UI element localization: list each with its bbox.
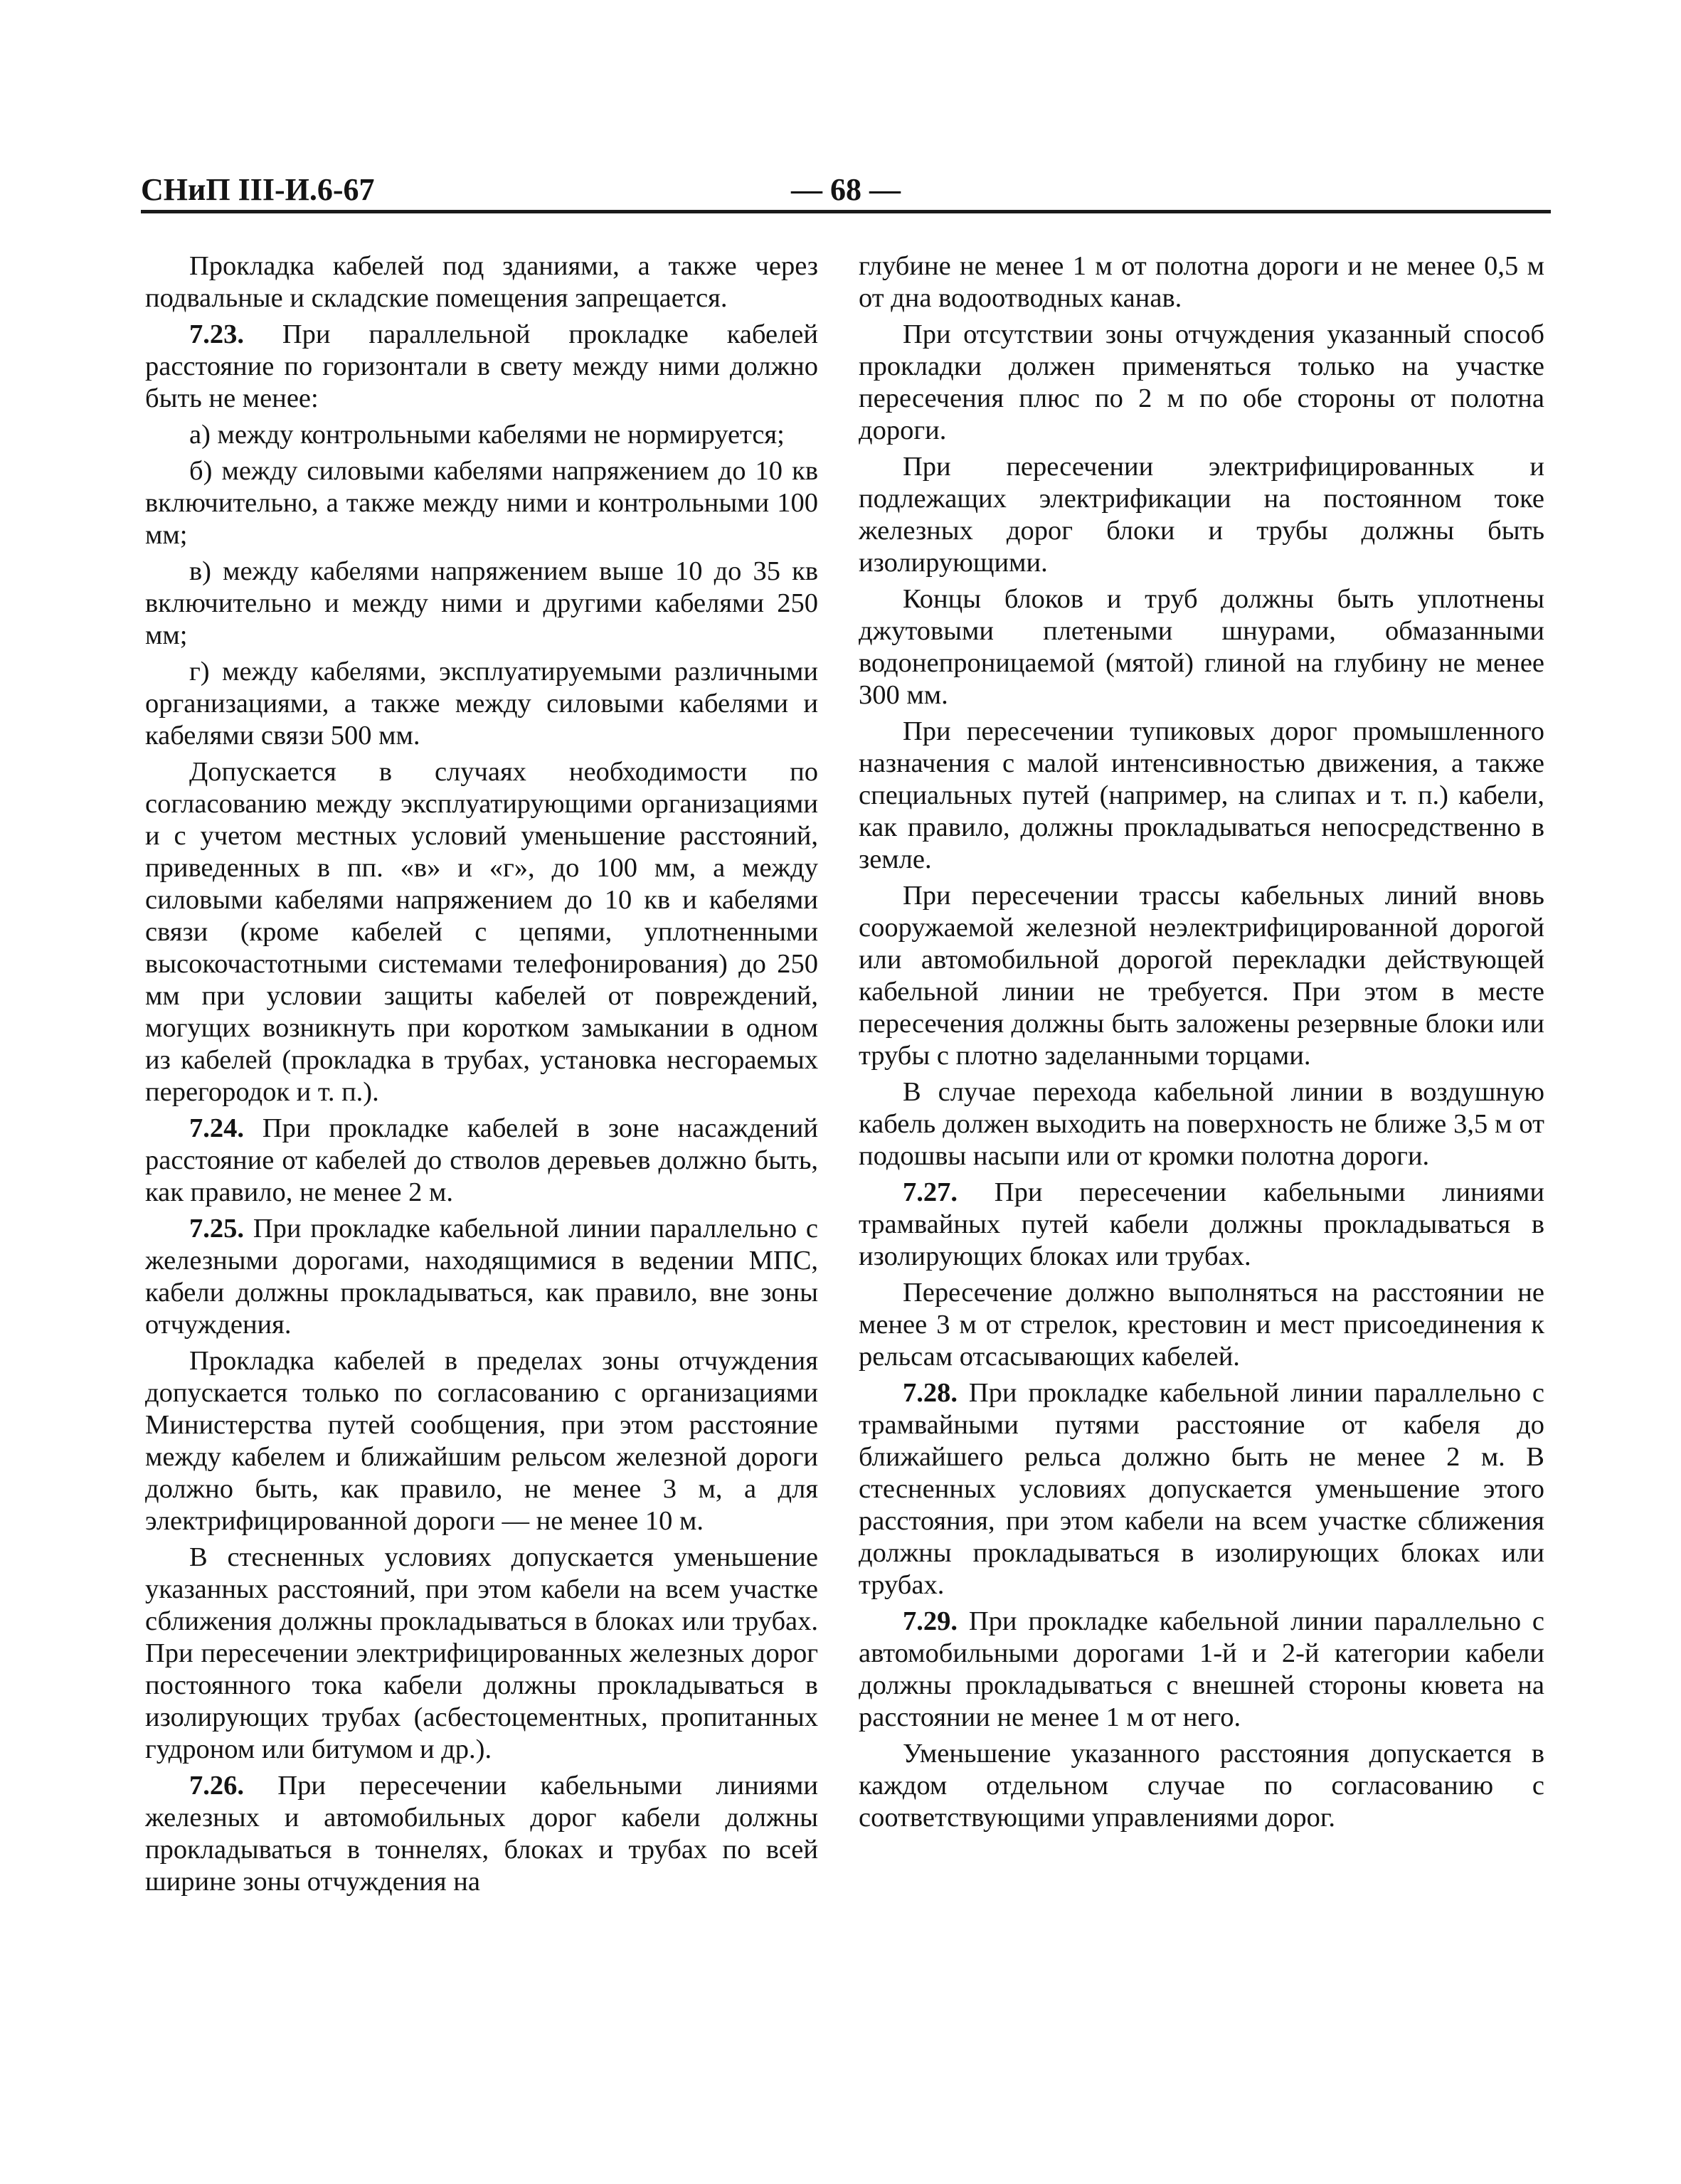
- paragraph: [145, 656, 818, 752]
- clause-number: 7.27.: [903, 1177, 958, 1207]
- clause-number: 7.26.: [189, 1771, 244, 1801]
- paragraph: [859, 1177, 1544, 1273]
- paragraph: [145, 1113, 818, 1209]
- paragraph: [145, 756, 818, 1108]
- paragraph: [859, 250, 1544, 314]
- paragraph: [859, 319, 1544, 447]
- paragraph-text: При пересечении тупиковых дорог промышленного назначения с малой интенсивностью движения, а также специальных путей (например, на слипах и т. п.) кабели, как правило, должны прокладываться непосредственно в земле.: [859, 716, 1544, 874]
- paragraph: [859, 451, 1544, 579]
- paragraph-text: При прокладке кабелей в зоне насаждений расстояние от кабелей до стволов деревьев должно быть, как правило, не менее 2 м.: [145, 1113, 818, 1207]
- paragraph-text: При пересечении кабельными линиями трамвайных путей кабели должны прокладываться в изолирующих блоках или трубах.: [859, 1177, 1544, 1271]
- left-column: [145, 250, 818, 1902]
- paragraph-text: Концы блоков и труб должны быть уплотнены джутовыми плетеными шнурами, обмазанными водонепроницаемой (мятой) глиной на глубину не менее 300 мм.: [859, 584, 1544, 710]
- clause-number: 7.25.: [189, 1214, 244, 1244]
- paragraph-text: Пересечение должно выполняться на расстоянии не менее 3 м от стрелок, крестовин и мест присоединения к рельсам отсасывающих кабелей.: [859, 1278, 1544, 1372]
- paragraph-text: б) между силовыми кабелями напряжением до 10 кв включительно, а также между ними и контрольными 100 мм;: [145, 456, 818, 550]
- paragraph-text: При пересечении электрифицированных и подлежащих электрификации на постоянном токе железных дорог блоки и трубы должны быть изолирующими.: [859, 452, 1544, 578]
- paragraph: [859, 880, 1544, 1072]
- paragraph-text: глубине не менее 1 м от полотна дороги и не менее 0,5 м от дна водоотводных канав.: [859, 251, 1544, 313]
- paragraph-text: Прокладка кабелей в пределах зоны отчуждения допускается только по согласованию с организациями Министерства путей сообщения, при этом расстояние между кабелем и ближайшим рельсом железной дороги должно быть, как правило, не менее 3 м, а для электрифицированной дороги — не менее 10 м.: [145, 1346, 818, 1536]
- paragraph: [145, 419, 818, 451]
- paragraph: [145, 1345, 818, 1537]
- paragraph: [859, 1076, 1544, 1172]
- paragraph: [145, 1213, 818, 1341]
- header-rule: [141, 210, 1551, 213]
- document-code: СНиП III-И.6-67: [141, 172, 375, 207]
- paragraph: [859, 1277, 1544, 1373]
- paragraph-text: При прокладке кабельной линии параллельно с трамвайными путями расстояние от кабеля до ближайшего рельса должно быть не менее 2 м. В стесненных условиях допускается уменьшение этого расстояния, при этом кабели на всем участке сближения должны прокладываться в изолирующих блоках или трубах.: [859, 1378, 1544, 1600]
- page-number: — 68 —: [791, 172, 901, 207]
- paragraph-text: При прокладке кабельной линии параллельно с железными дорогами, находящимися в ведении МПС, кабели должны прокладываться, как правило, вне зоны отчуждения.: [145, 1214, 818, 1340]
- paragraph: [145, 250, 818, 314]
- paragraph: [859, 716, 1544, 876]
- right-column: [859, 250, 1544, 1838]
- paragraph: [859, 583, 1544, 711]
- paragraph-text: Уменьшение указанного расстояния допускается в каждом отдельном случае по согласованию с соответствующими управлениями дорог.: [859, 1739, 1544, 1833]
- paragraph-text: При пересечении трассы кабельных линий вновь сооружаемой железной неэлектрифицированной дорогой или автомобильной дорогой перекладки действующей кабельной линии не требуется. При этом в месте пересечения должны быть заложены резервные блоки или трубы с плотно заделанными торцами.: [859, 881, 1544, 1071]
- paragraph-text: При пересечении кабельными линиями железных и автомобильных дорог кабели должны прокладываться в тоннелях, блоках и трубах по всей ширине зоны отчуждения на: [145, 1771, 818, 1897]
- page-header: [141, 162, 1551, 213]
- paragraph-text: Допускается в случаях необходимости по согласованию между эксплуатирующими организациями и с учетом местных условий уменьшение расстояний, приведенных в пп. «в» и «г», до 100 мм, а между силовыми кабелями напряжением до 10 кв и кабелями связи (кроме кабелей с цепями, уплотненными высокочастотными системами телефонирования) до 250 мм при условии защиты кабелей от повреждений, могущих возникнуть при коротком замыкании в одном из кабелей (прокладка в трубах, установка несгораемых перегородок и т. п.).: [145, 757, 818, 1107]
- paragraph-text: г) между кабелями, эксплуатируемыми различными организациями, а также между силовыми кабелями и кабелями связи 500 мм.: [145, 657, 818, 751]
- paragraph: [859, 1377, 1544, 1601]
- paragraph-text: Прокладка кабелей под зданиями, а также через подвальные и складские помещения запрещается.: [145, 251, 818, 313]
- paragraph: [145, 1542, 818, 1766]
- paragraph: [145, 455, 818, 551]
- paragraph-text: в) между кабелями напряжением выше 10 до 35 кв включительно и между ними и другими кабелями 250 мм;: [145, 556, 818, 650]
- paragraph-text: При прокладке кабельной линии параллельно с автомобильными дорогами 1-й и 2-й категории кабели должны прокладываться с внешней стороны кювета на расстоянии не менее 1 м от него.: [859, 1606, 1544, 1732]
- clause-number: 7.28.: [903, 1378, 958, 1408]
- clause-number: 7.23.: [189, 319, 244, 349]
- paragraph-text: а) между контрольными кабелями не нормируется;: [189, 420, 785, 450]
- paragraph-text: При параллельной прокладке кабелей расстояние по горизонтали в свету между ними должно быть не менее:: [145, 319, 818, 413]
- paragraph: [145, 556, 818, 652]
- paragraph: [145, 1770, 818, 1898]
- paragraph: [859, 1738, 1544, 1834]
- clause-number: 7.29.: [903, 1606, 958, 1636]
- paragraph-text: При отсутствии зоны отчуждения указанный способ прокладки должен применяться только на участке пересечения плюс по 2 м по обе стороны от полотна дороги.: [859, 319, 1544, 445]
- paragraph-text: В стесненных условиях допускается уменьшение указанных расстояний, при этом кабели на всем участке сближения должны прокладываться в блоках или трубах. При пересечении электрифицированных железных дорог постоянного тока кабели должны прокладываться в изолирующих трубах (асбестоцементных, пропитанных гудроном или битумом и др.).: [145, 1542, 818, 1764]
- paragraph: [145, 319, 818, 415]
- clause-number: 7.24.: [189, 1113, 244, 1143]
- paragraph: [859, 1606, 1544, 1734]
- paragraph-text: В случае перехода кабельной линии в воздушную кабель должен выходить на поверхность не ближе 3,5 м от подошвы насыпи или от кромки полотна дороги.: [859, 1077, 1544, 1171]
